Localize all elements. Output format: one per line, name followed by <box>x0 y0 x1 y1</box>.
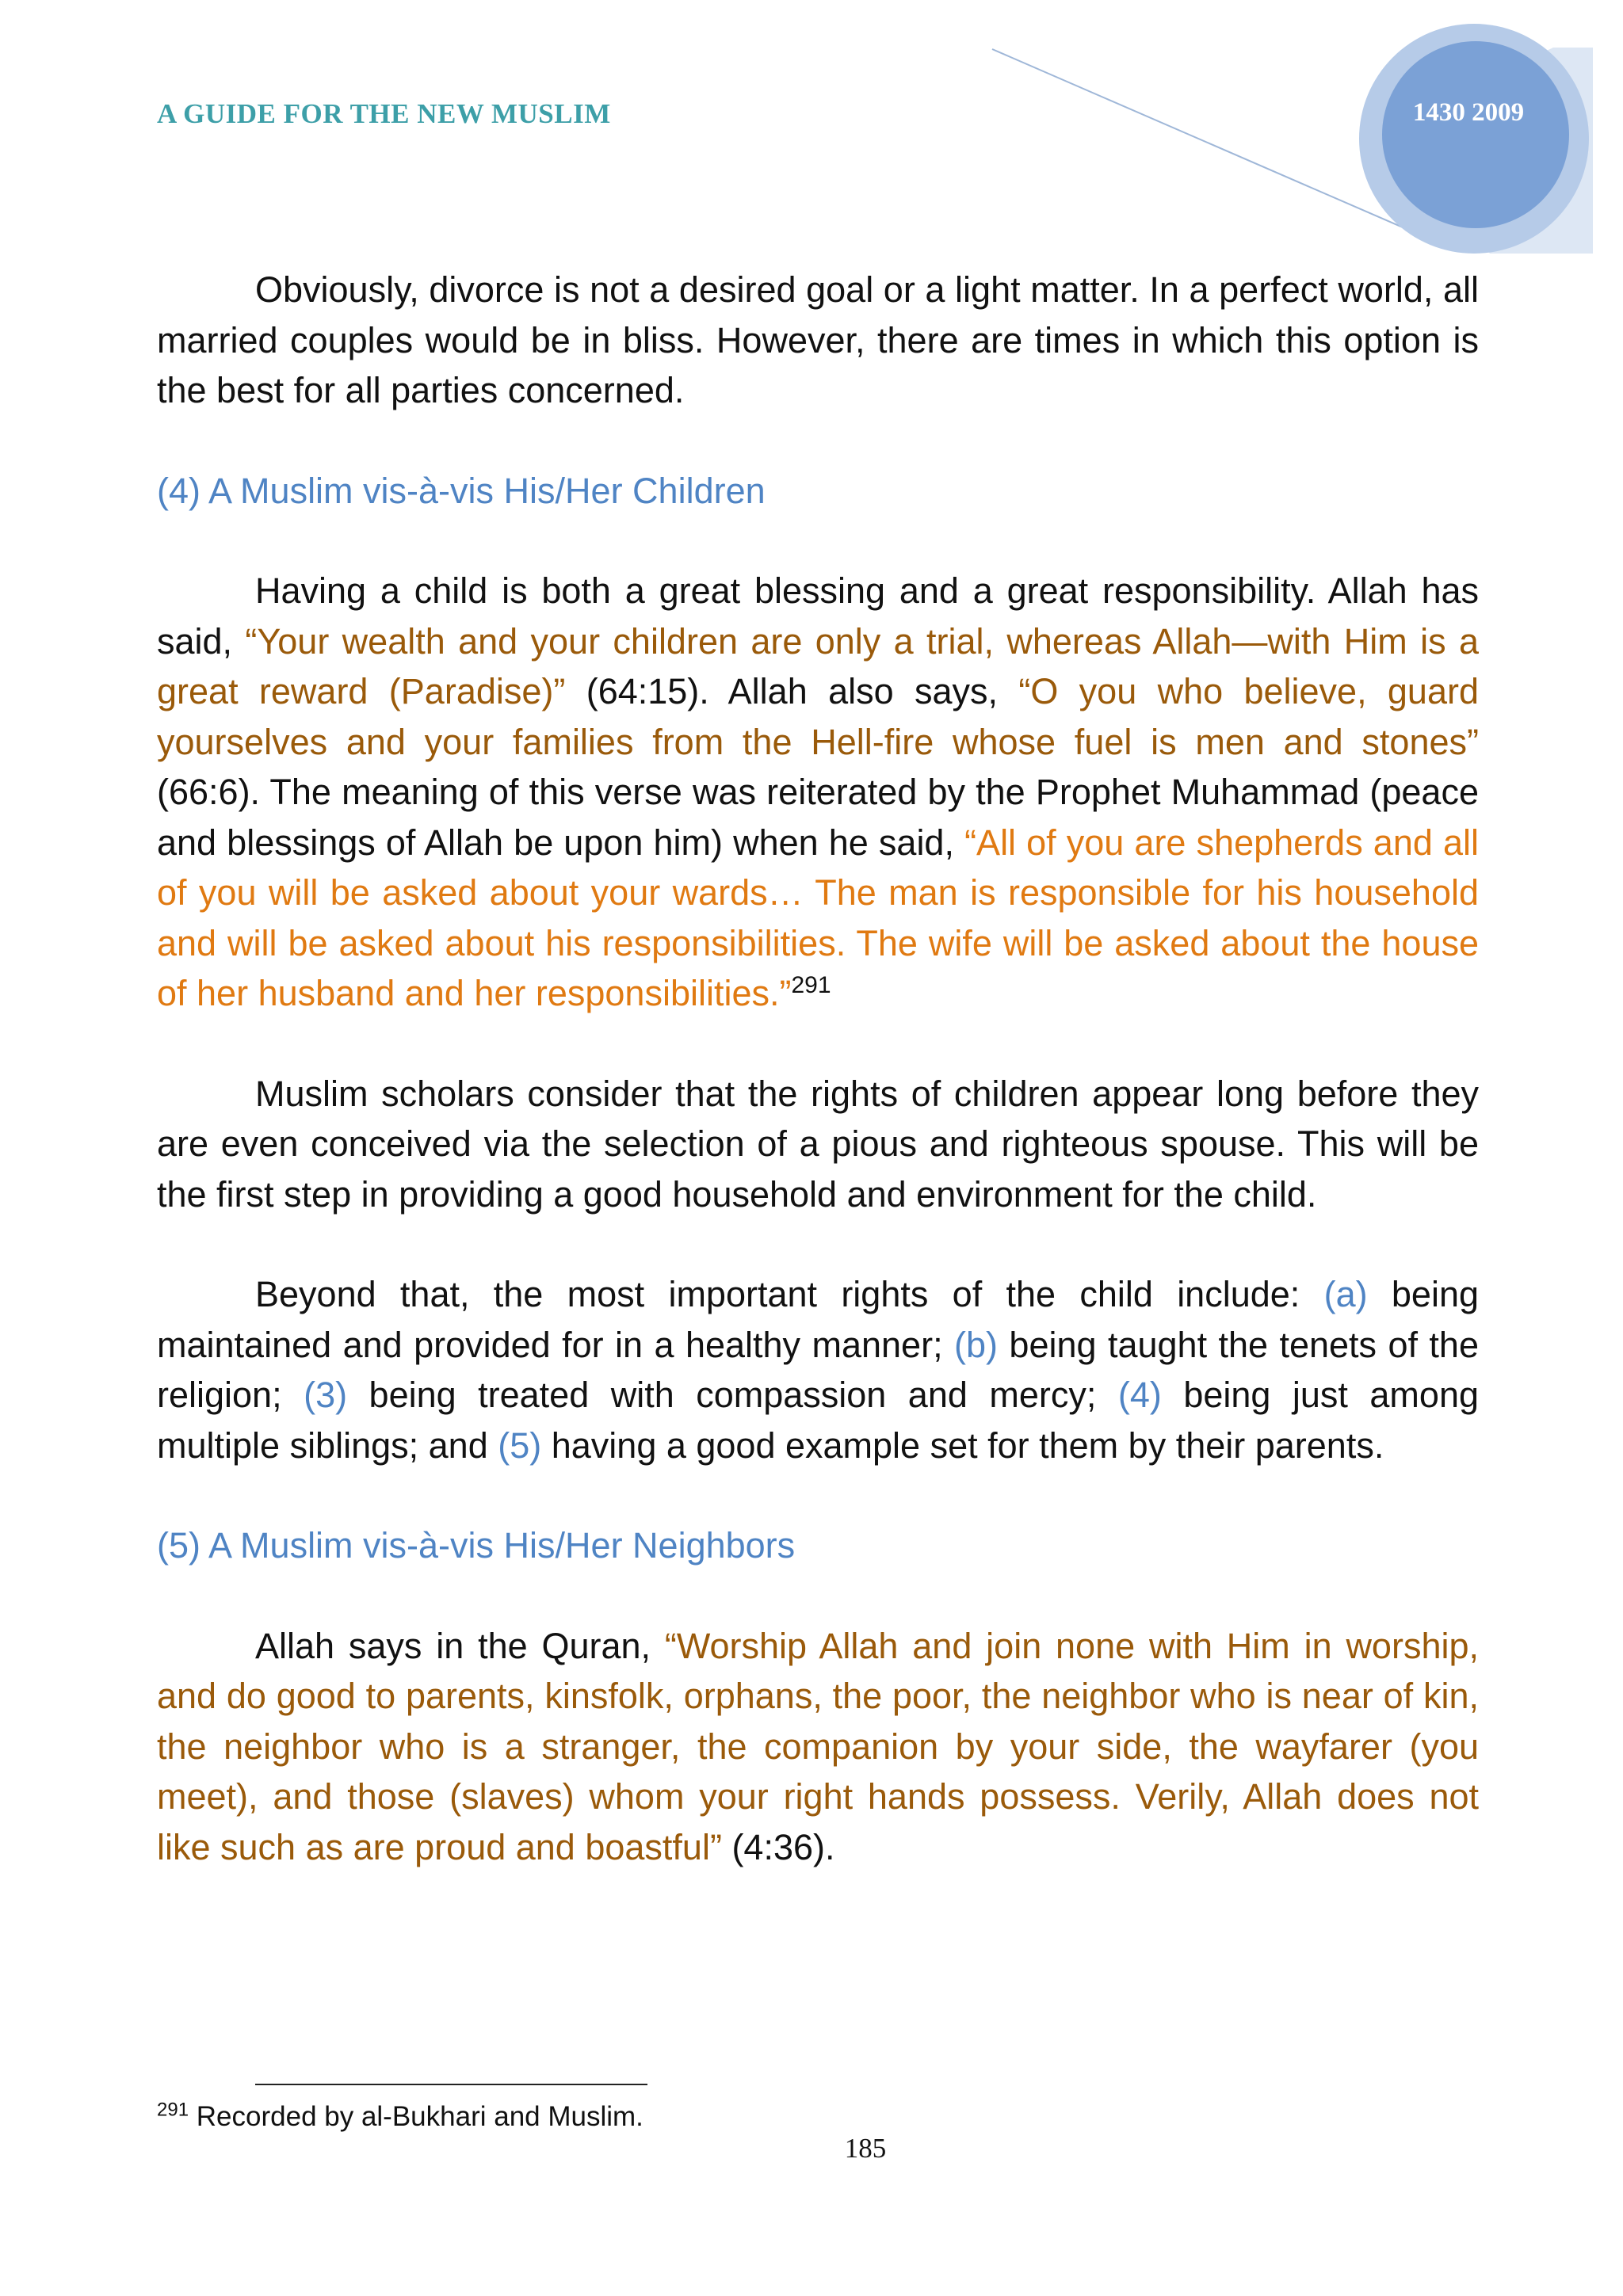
paragraph-children-responsibility <box>157 566 1479 1019</box>
paragraph-rights-of-child <box>157 1269 1479 1470</box>
text-run: Allah says in the Quran, <box>255 1625 665 1666</box>
text-run: (64:15). Allah also says, <box>565 671 1019 711</box>
text-run: Beyond that, the most important rights of the child include: <box>255 1274 1324 1314</box>
list-marker: (b) <box>954 1324 998 1365</box>
text-run: being just among multiple siblings; and <box>157 1375 1479 1466</box>
footnote-separator <box>255 2084 647 2085</box>
quote-quran-64-15: “Your wealth and your children are only a trial, whereas Allah—with Him is a great reward (Paradise)” <box>157 620 1479 711</box>
running-header-title: A GUIDE FOR THE NEW MUSLIM <box>157 98 611 129</box>
quote-hadith-shepherds: “All of you are shepherds and all of you will be asked about your wards… The man is responsible for his household and will be asked about his responsibilities. The wife will be asked about the house of her husband and her responsibilities.” <box>157 822 1479 1013</box>
footnote-number: 291 <box>157 2099 189 2121</box>
paragraph-divorce: Obviously, divorce is not a desired goal or a light matter. In a perfect world, all married couples would be in bliss. However, there are times in which this option is the best for all parties concerned. <box>157 269 1479 410</box>
list-marker: (a) <box>1323 1274 1368 1314</box>
text-run: (4:36). <box>721 1826 835 1867</box>
footnote-text: Recorded by al-Bukhari and Muslim. <box>189 2101 643 2132</box>
footnote-291 <box>157 2098 643 2136</box>
section-heading-children: (4) A Muslim vis-à-vis His/Her Children <box>157 470 766 511</box>
list-marker: (5) <box>498 1425 542 1466</box>
paragraph-neighbors <box>157 1621 1479 1873</box>
text-run: (66:6). The meaning of this verse was reiterated by the Prophet Muhammad (peace and blessings of Allah be upon him) when he said, <box>157 772 1479 863</box>
header-circle-inner <box>1382 41 1569 228</box>
list-marker: (3) <box>304 1375 348 1415</box>
text-run: Having a child is both a great blessing and a great responsibility. Allah has said, <box>157 570 1479 662</box>
page-number: 185 <box>844 2133 887 2164</box>
text-run: being treated with compassion and mercy; <box>347 1375 1118 1415</box>
text-run: being maintained and provided for in a healthy manner; <box>157 1274 1479 1365</box>
section-heading-neighbors: (5) A Muslim vis-à-vis His/Her Neighbors <box>157 1525 796 1566</box>
quote-quran-4-36: “Worship Allah and join none with Him in worship, and do good to parents, kinsfolk, orphans, the poor, the neighbor who is near of kin, the neighbor who is a stranger, the companion by your side, the wayfarer (you meet), and those (slaves) whom your right hands possess. Verily, Allah does not like such as are proud and boastful” <box>157 1625 1480 1867</box>
text-run: having a good example set for them by their parents. <box>541 1425 1384 1466</box>
quote-quran-66-6: “O you who believe, guard yourselves and your families from the Hell-fire whose fuel is men and stones” <box>157 671 1480 762</box>
list-marker: (4) <box>1117 1375 1162 1415</box>
footnote-reference: 291 <box>791 972 831 998</box>
paragraph-rights-before-conception: Muslim scholars consider that the rights of children appear long before they are even conceived via the selection of a pious and righteous spouse. This will be the first step in providing a good household and environment for the child. <box>157 1073 1479 1215</box>
page-body <box>157 265 1479 1922</box>
running-header-year: 1430 2009 <box>1412 98 1525 127</box>
text-run: being taught the tenets of the religion; <box>157 1324 1479 1415</box>
